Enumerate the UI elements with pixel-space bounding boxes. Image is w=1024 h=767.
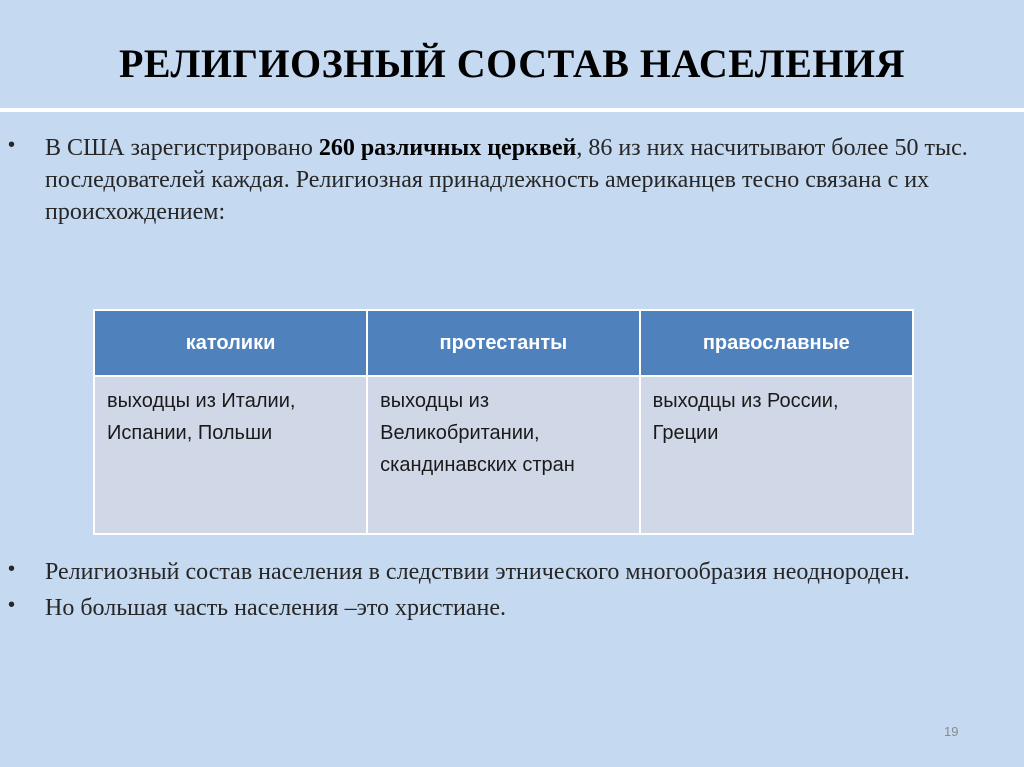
cell-protestants-origin: выходцы из Великобритании, скандинавских стран: [367, 376, 640, 534]
intro-churches-count: 260 различных церквей: [318, 135, 577, 161]
slide-title: РЕЛИГИОЗНЫЙ СОСТАВ НАСЕЛЕНИЯ: [118, 41, 906, 86]
header-catholics: католики: [94, 310, 367, 376]
table-header-row: [94, 310, 913, 376]
bullet-marker: •: [8, 558, 16, 580]
cell-catholics-origin: выходцы из Италии, Испании, Польши: [94, 376, 367, 534]
intro-text-end: , 86 из них насчитывают более 50 тыс. последователей каждая. Религиозная принадлежность американцев тесно связана с их происхождением:: [45, 135, 968, 225]
header-protestants: протестанты: [367, 310, 640, 376]
header-orthodox: православные: [640, 310, 913, 376]
page-number: 19: [944, 724, 959, 739]
bullet-diversity: Религиозный состав населения в следствии этнического многообразия неоднороден.: [45, 559, 910, 585]
cell-orthodox-origin: выходцы из России, Греции: [640, 376, 913, 534]
title-band: [0, 10, 1024, 112]
intro-text-start: В США зарегистрировано: [45, 135, 319, 161]
bullet-marker: •: [8, 594, 16, 616]
bullet-marker: •: [8, 134, 16, 156]
intro-paragraph: [45, 132, 1005, 228]
table-row: [94, 376, 913, 534]
bullet-christians: Но большая часть населения –это христиане.: [45, 595, 507, 621]
religion-table: [93, 309, 914, 535]
